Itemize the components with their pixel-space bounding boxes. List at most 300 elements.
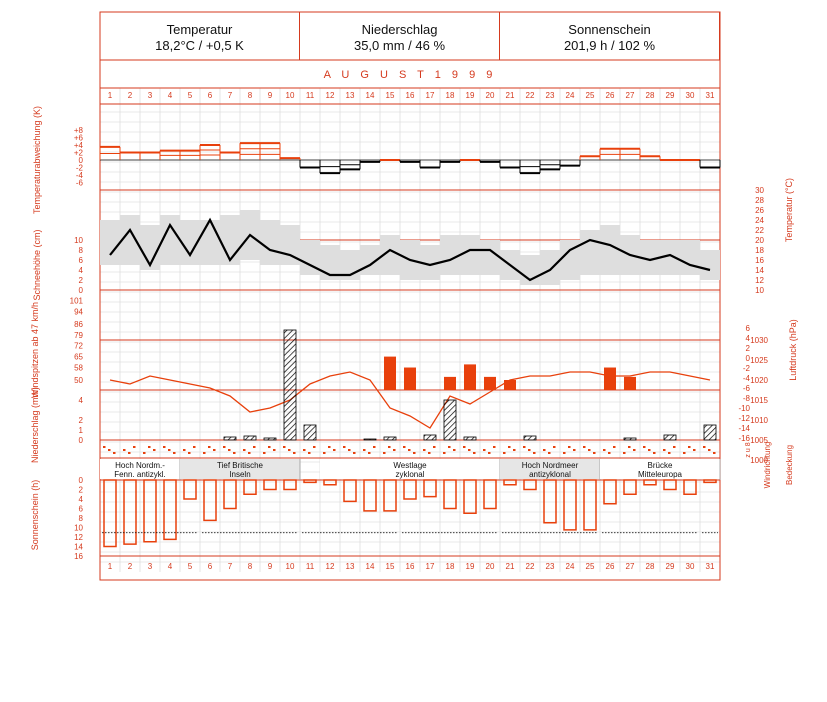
gust-bar xyxy=(624,377,636,390)
wind-direction-mark xyxy=(708,449,711,451)
gust-tick: 50 xyxy=(74,376,83,385)
wind-direction-mark xyxy=(568,446,571,448)
wind-direction-mark xyxy=(163,446,166,448)
temperature-tick: 14 xyxy=(755,266,764,275)
day-label-top: 4 xyxy=(167,91,173,100)
temperature-tick: 10 xyxy=(755,286,764,295)
day-label-top: 8 xyxy=(247,91,253,100)
sunshine-tick: 12 xyxy=(74,533,83,542)
anomaly-tick: -4 xyxy=(75,171,83,180)
wind-direction-mark xyxy=(273,449,276,451)
wind-direction-mark xyxy=(333,449,336,451)
weather-type-label: zyklonal xyxy=(395,470,425,479)
wind-direction-mark xyxy=(583,446,586,448)
temperature-tick: 26 xyxy=(755,206,764,215)
temperature-tick: 20 xyxy=(755,236,764,245)
day-label-top: 3 xyxy=(147,91,153,100)
sunshine-bar xyxy=(404,480,416,499)
gust-tick: 72 xyxy=(74,341,83,351)
snow-ylabel: Schneehöhe (cm) xyxy=(32,229,42,301)
weather-type-label: antizyklonal xyxy=(529,470,571,479)
anomaly-tick: +8 xyxy=(73,126,83,135)
wind-direction-mark xyxy=(383,452,386,454)
wind-direction-mark xyxy=(113,452,116,454)
wind-direction-mark xyxy=(563,452,566,454)
header-sunshine-title: Sonnenschein xyxy=(568,22,651,37)
anomaly-tick: +2 xyxy=(73,148,83,158)
weather-type-label: Inseln xyxy=(229,470,251,479)
wind-direction-mark xyxy=(283,446,286,448)
pressure-ylabel: Luftdruck (hPa) xyxy=(788,319,798,381)
wind-direction-mark xyxy=(653,452,656,454)
wind-direction-mark xyxy=(308,452,311,454)
day-label-bottom: 25 xyxy=(585,562,595,571)
wind-direction-mark xyxy=(628,446,631,448)
temperature-tick: 30 xyxy=(755,186,764,195)
header-temperature-value: 18,2°C / +0,5 K xyxy=(155,38,244,53)
temperature-range-band xyxy=(260,220,280,265)
precip-bar xyxy=(224,437,236,440)
precip-tick: 0 xyxy=(78,436,83,445)
wind-direction-mark xyxy=(573,449,576,451)
weather-type-label: Tief Britische xyxy=(217,461,263,470)
wind-direction-mark xyxy=(368,452,371,454)
wind-direction-mark xyxy=(608,452,611,454)
sunshine-bar xyxy=(544,480,556,523)
wind-direction-mark xyxy=(433,446,436,448)
wind-direction-mark xyxy=(353,452,356,454)
temperature-range-band xyxy=(460,235,480,275)
wind-direction-mark xyxy=(643,446,646,448)
sunshine-bar xyxy=(324,480,336,485)
precip-bar xyxy=(664,435,676,440)
wind-direction-mark xyxy=(528,449,531,451)
day-label-top: 21 xyxy=(505,91,515,100)
precip-bar xyxy=(264,438,276,440)
sunshine-bar xyxy=(344,480,356,501)
day-label-bottom: 8 xyxy=(247,562,253,571)
header-temperature-title: Temperatur xyxy=(166,22,233,37)
wind-direction-mark xyxy=(543,449,546,451)
wind-direction-mark xyxy=(233,452,236,454)
min-temp-tick: -2 xyxy=(742,364,750,373)
day-label-top: 26 xyxy=(605,91,615,100)
wind-direction-mark xyxy=(413,452,416,454)
wind-direction-mark xyxy=(488,452,491,454)
wind-direction-mark xyxy=(468,449,471,451)
wind-direction-mark xyxy=(343,446,346,448)
temperature-ylabel: Temperatur (°C) xyxy=(784,177,794,243)
sunshine-tick: 14 xyxy=(74,542,83,552)
day-label-bottom: 12 xyxy=(325,562,335,571)
day-label-bottom: 19 xyxy=(465,562,475,571)
day-label-bottom: 16 xyxy=(405,562,415,571)
day-label-bottom: 30 xyxy=(685,562,695,571)
wind-direction-mark xyxy=(133,446,136,448)
weather-type-label: Mitteleuropa xyxy=(637,470,683,479)
day-label-top: 30 xyxy=(685,91,695,100)
day-label-bottom: 24 xyxy=(565,562,575,571)
snow-tick: 8 xyxy=(78,246,83,255)
day-label-top: 23 xyxy=(545,91,555,100)
day-label-top: 11 xyxy=(305,91,315,100)
sunshine-bar xyxy=(184,480,196,499)
temperature-tick: 22 xyxy=(755,226,764,235)
wind-direction-mark xyxy=(463,446,466,448)
header-sunshine-value: 201,9 h / 102 % xyxy=(563,38,656,53)
weather-type-label: Westlage xyxy=(393,461,427,470)
wind-direction-mark xyxy=(603,449,606,451)
min-temp-tick: 6 xyxy=(745,324,750,333)
gust-tick: 86 xyxy=(74,319,83,329)
wind-direction-mark xyxy=(408,449,411,451)
min-temp-tick: 0 xyxy=(745,354,750,363)
wind-direction-mark xyxy=(668,452,671,454)
precip-bar xyxy=(624,438,636,440)
day-label-bottom: 10 xyxy=(285,562,295,571)
temperature-range-band xyxy=(440,235,460,275)
min-temp-tick: 2 xyxy=(745,344,750,353)
sunshine-tick: 0 xyxy=(78,476,83,485)
wind-direction-mark xyxy=(228,449,231,451)
day-label-top: 16 xyxy=(405,91,415,100)
temperature-tick: 12 xyxy=(755,276,764,285)
day-label-top: 20 xyxy=(485,91,495,100)
pressure-tick: 1010 xyxy=(750,416,768,425)
day-label-top: 7 xyxy=(227,91,233,100)
temperature-range-band xyxy=(200,220,220,265)
wind-direction-mark xyxy=(713,452,716,454)
gust-tick: 101 xyxy=(69,296,83,306)
precip-bar xyxy=(464,437,476,440)
day-label-bottom: 6 xyxy=(207,562,213,571)
snow-tick: 4 xyxy=(78,266,83,275)
gust-bar xyxy=(604,368,616,390)
anomaly-tick: -6 xyxy=(75,178,83,188)
wind-direction-mark xyxy=(593,452,596,454)
precip-bar xyxy=(244,436,256,440)
temperature-tick: 28 xyxy=(755,196,764,205)
sunshine-tick: 8 xyxy=(78,514,83,523)
wind-direction-mark xyxy=(248,452,251,454)
day-label-top: 18 xyxy=(445,91,455,100)
day-label-top: 2 xyxy=(127,91,133,100)
sunshine-bar xyxy=(564,480,576,530)
wind-direction-mark xyxy=(553,446,556,448)
header-precipitation-title: Niederschlag xyxy=(361,22,438,37)
temperature-range-band xyxy=(680,240,700,275)
day-label-top: 22 xyxy=(525,91,535,100)
wind-direction-mark xyxy=(208,446,211,448)
min-temp-tick: -12 xyxy=(738,414,750,423)
wind-direction-mark xyxy=(363,449,366,451)
day-label-bottom: 5 xyxy=(187,562,193,571)
sunshine-bar xyxy=(444,480,456,509)
temperature-range-band xyxy=(600,225,620,275)
day-label-top: 28 xyxy=(645,91,655,100)
wind-direction-mark xyxy=(648,449,651,451)
snow-tick: 0 xyxy=(78,286,83,295)
gust-bar xyxy=(444,377,456,390)
day-label-bottom: 3 xyxy=(147,562,153,571)
gust-ylabel: Windspitzen ab 47 km/h xyxy=(30,301,40,399)
sunshine-bar xyxy=(104,480,116,547)
temperature-range-band xyxy=(540,250,560,285)
day-label-top: 25 xyxy=(585,91,595,100)
wind-direction-mark xyxy=(313,446,316,448)
day-label-bottom: 14 xyxy=(365,562,375,571)
wind-direction-mark xyxy=(108,449,111,451)
precip-ylabel: Niederschlag (mm) xyxy=(30,386,40,464)
wind-direction-mark xyxy=(328,446,331,448)
wind-direction-mark xyxy=(513,449,516,451)
day-label-bottom: 27 xyxy=(625,562,635,571)
day-label-bottom: 20 xyxy=(485,562,495,571)
wind-direction-mark xyxy=(143,452,146,454)
anomaly-tick: 0 xyxy=(78,156,83,165)
min-temp-tick: -6 xyxy=(742,384,750,393)
wind-direction-mark xyxy=(588,449,591,451)
sunshine-bar xyxy=(524,480,536,490)
day-label-top: 17 xyxy=(425,91,435,100)
min-temp-tick: 4 xyxy=(745,334,750,343)
pressure-tick: 1020 xyxy=(750,376,768,385)
wind-direction-mark xyxy=(183,449,186,451)
day-label-top: 13 xyxy=(345,91,355,100)
snow-tick: 10 xyxy=(74,236,83,245)
wind-direction-mark xyxy=(448,446,451,448)
wind-direction-mark xyxy=(103,446,106,448)
wind-direction-mark xyxy=(443,452,446,454)
wind-direction-mark xyxy=(633,449,636,451)
day-label-bottom: 13 xyxy=(345,562,355,571)
wind-direction-mark xyxy=(663,449,666,451)
day-label-top: 19 xyxy=(465,91,475,100)
wind-direction-mark xyxy=(423,449,426,451)
wind-direction-mark xyxy=(503,452,506,454)
temperature-tick: 16 xyxy=(755,256,764,265)
sunshine-bar xyxy=(464,480,476,513)
sunshine-bar xyxy=(384,480,396,511)
sunshine-ylabel: Sonnenschein (h) xyxy=(30,479,40,551)
sunshine-bar xyxy=(504,480,516,485)
wind-direction-mark xyxy=(483,449,486,451)
day-label-top: 10 xyxy=(285,91,295,100)
wind-direction-mark xyxy=(473,452,476,454)
precip-tick: 1 xyxy=(78,426,83,435)
min-temp-tick: -8 xyxy=(742,394,750,403)
sunshine-tick: 2 xyxy=(78,485,83,495)
wind-direction-mark xyxy=(128,452,131,454)
sunshine-bar xyxy=(484,480,496,509)
sunshine-bar xyxy=(584,480,596,530)
gust-tick: 79 xyxy=(74,330,83,340)
min-temp-tick: -16 xyxy=(738,434,750,443)
anomaly-tick: +4 xyxy=(73,141,83,150)
cloud-cover-label: Bedeckung xyxy=(785,444,794,486)
temperature-tick: 24 xyxy=(755,216,764,225)
wind-direction-mark xyxy=(203,452,206,454)
temperature-range-band xyxy=(700,250,720,280)
day-label-top: 31 xyxy=(705,91,715,100)
sunshine-bar xyxy=(284,480,296,490)
wind-direction-mark xyxy=(523,446,526,448)
day-label-bottom: 2 xyxy=(127,562,133,571)
sunshine-bar xyxy=(204,480,216,520)
precip-tick: 2 xyxy=(78,416,83,425)
wind-direction-mark xyxy=(703,446,706,448)
sunshine-bar xyxy=(164,480,176,539)
wind-direction-mark xyxy=(303,449,306,451)
day-label-top: 5 xyxy=(187,91,193,100)
wind-direction-mark xyxy=(268,446,271,448)
wind-direction-mark xyxy=(193,446,196,448)
gust-tick: 65 xyxy=(74,352,83,362)
wind-direction-mark xyxy=(153,449,156,451)
snow-tick: 6 xyxy=(78,256,83,265)
wind-direction-mark xyxy=(243,449,246,451)
day-label-top: 9 xyxy=(267,91,273,100)
sunshine-bar xyxy=(644,480,656,485)
sunshine-tick: 4 xyxy=(78,495,83,504)
wind-direction-mark xyxy=(508,446,511,448)
wind-direction-mark xyxy=(673,446,676,448)
wind-direction-mark xyxy=(373,446,376,448)
day-label-bottom: 17 xyxy=(425,562,435,571)
day-label-top: 27 xyxy=(625,91,635,100)
day-label-bottom: 18 xyxy=(445,562,455,571)
sunshine-bar xyxy=(364,480,376,511)
gust-tick: 94 xyxy=(74,307,83,317)
day-label-bottom: 21 xyxy=(505,562,515,571)
gust-bar xyxy=(484,377,496,390)
wind-direction-mark xyxy=(693,449,696,451)
wind-scale-label: z u 8 xyxy=(745,442,752,458)
day-label-top: 29 xyxy=(665,91,675,100)
day-label-bottom: 26 xyxy=(605,562,615,571)
precip-tick: 4 xyxy=(78,396,83,405)
wind-direction-mark xyxy=(403,446,406,448)
day-label-top: 15 xyxy=(385,91,395,100)
gust-bar xyxy=(464,364,476,390)
day-label-bottom: 31 xyxy=(705,562,715,571)
precip-bar xyxy=(424,435,436,440)
sunshine-tick: 10 xyxy=(74,523,83,533)
day-label-bottom: 7 xyxy=(227,562,233,571)
day-label-bottom: 29 xyxy=(665,562,675,571)
day-label-bottom: 28 xyxy=(645,562,655,571)
day-label-bottom: 4 xyxy=(167,562,173,571)
temperature-range-band xyxy=(480,240,500,275)
wind-direction-mark xyxy=(168,449,171,451)
anomaly-ylabel: Temperaturabweichung (K) xyxy=(32,105,42,215)
wind-direction-mark xyxy=(293,452,296,454)
header-precipitation-value: 35,0 mm / 46 % xyxy=(353,38,446,53)
temperature-range-band xyxy=(580,230,600,275)
wind-direction-mark xyxy=(348,449,351,451)
wind-direction-mark xyxy=(123,449,126,451)
wind-direction-mark xyxy=(533,452,536,454)
sunshine-tick: 16 xyxy=(74,552,83,561)
day-label-top: 6 xyxy=(207,91,213,100)
wind-direction-mark xyxy=(393,449,396,451)
weather-type-label: Hoch Nordm.- xyxy=(115,461,165,470)
snow-tick: 2 xyxy=(78,276,83,285)
sunshine-tick: 6 xyxy=(78,504,83,514)
temperature-range-band xyxy=(300,240,320,275)
wind-direction-mark xyxy=(323,452,326,454)
day-label-top: 12 xyxy=(325,91,335,100)
wind-direction-mark xyxy=(453,449,456,451)
gust-bar xyxy=(504,380,516,390)
temperature-range-band xyxy=(220,215,240,265)
pressure-tick: 1000 xyxy=(750,456,768,465)
wind-direction-mark xyxy=(288,449,291,451)
day-label-top: 1 xyxy=(107,91,113,100)
temperature-tick: 18 xyxy=(755,246,764,255)
pressure-tick: 1005 xyxy=(750,436,768,445)
wind-direction-mark xyxy=(548,452,551,454)
gust-bar xyxy=(404,368,416,390)
precip-bar xyxy=(704,425,716,440)
day-label-bottom: 1 xyxy=(107,562,113,571)
wind-direction-mark xyxy=(148,446,151,448)
weather-type-label: Brücke xyxy=(647,461,673,470)
day-label-bottom: 22 xyxy=(525,562,535,571)
sunshine-bar xyxy=(224,480,236,509)
wind-direction-mark xyxy=(428,452,431,454)
gust-bar xyxy=(384,357,396,390)
wind-direction-mark xyxy=(688,446,691,448)
day-label-bottom: 9 xyxy=(267,562,273,571)
precip-bar xyxy=(524,436,536,440)
month-title: A U G U S T 1 9 9 9 xyxy=(323,69,497,81)
temperature-range-band xyxy=(100,220,120,265)
day-label-top: 24 xyxy=(565,91,575,100)
day-label-bottom: 15 xyxy=(385,562,395,571)
pressure-tick: 1030 xyxy=(750,336,768,345)
day-label-bottom: 11 xyxy=(305,562,315,571)
wind-direction-mark xyxy=(253,446,256,448)
wind-direction-mark xyxy=(173,452,176,454)
sunshine-bar xyxy=(264,480,276,490)
pressure-tick: 1025 xyxy=(750,356,768,365)
wind-direction-mark xyxy=(263,452,266,454)
wind-direction-mark xyxy=(683,452,686,454)
gust-tick: 58 xyxy=(74,363,83,373)
sunshine-bar xyxy=(664,480,676,490)
min-temp-tick: -14 xyxy=(738,424,750,433)
precip-bar xyxy=(444,400,456,440)
wind-direction-mark xyxy=(223,446,226,448)
wind-direction-mark xyxy=(493,446,496,448)
wind-direction-mark xyxy=(213,449,216,451)
day-label-bottom: 23 xyxy=(545,562,555,571)
weather-type-label: Fenn. antizykl. xyxy=(114,470,166,479)
min-temp-tick: -4 xyxy=(742,374,750,383)
anomaly-tick: +6 xyxy=(73,133,83,143)
anomaly-tick: -2 xyxy=(75,163,83,173)
precip-bar xyxy=(304,425,316,440)
wind-direction-label: Windrichtung xyxy=(763,441,772,489)
precip-bar xyxy=(384,437,396,440)
day-label-top: 14 xyxy=(365,91,375,100)
precip-bar xyxy=(364,439,376,440)
sunshine-bar xyxy=(424,480,436,497)
wind-direction-mark xyxy=(623,452,626,454)
sunshine-bar xyxy=(304,480,316,482)
wind-direction-mark xyxy=(388,446,391,448)
